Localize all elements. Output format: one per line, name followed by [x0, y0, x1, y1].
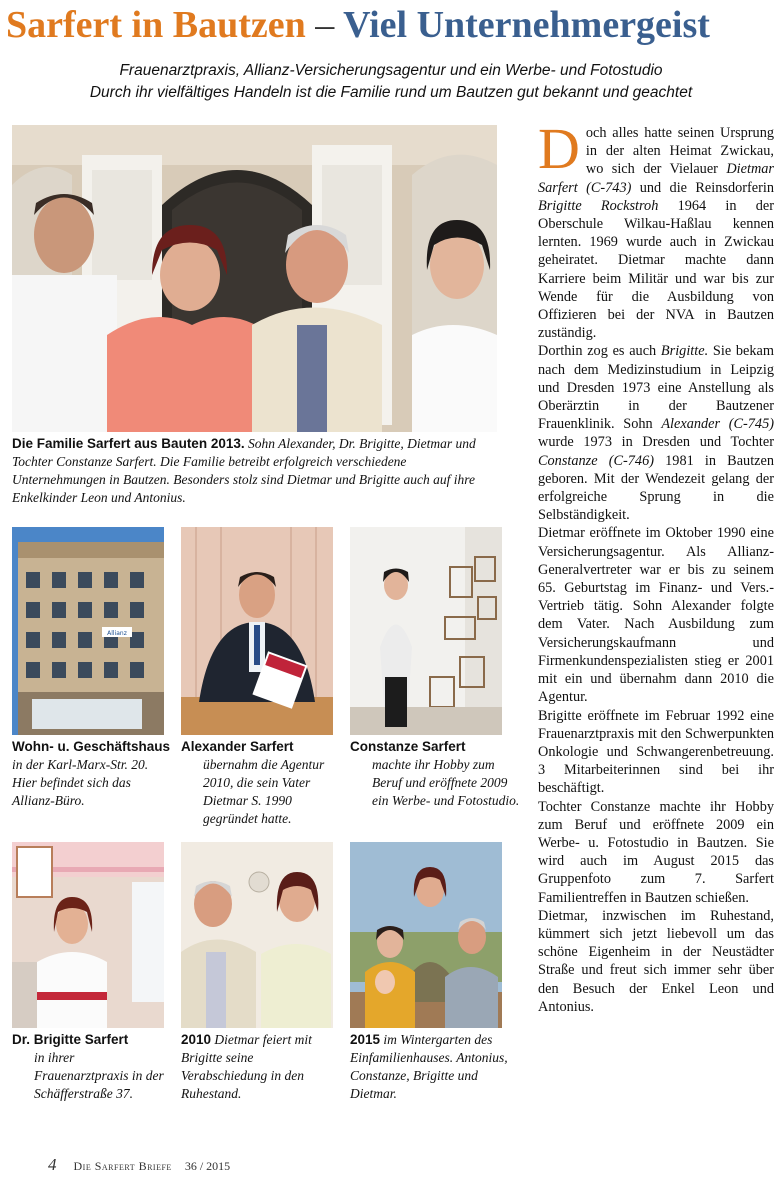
brigitte-illustration [12, 842, 164, 1028]
caption-wintergarden-text: im Wintergarten des Einfamilienhauses. Antonius, Constanze, Brigitte und Dietmar. [350, 1032, 508, 1101]
page-headline [6, 2, 782, 48]
main-family-photo [12, 125, 497, 432]
photo-constanze [350, 527, 502, 735]
article-paragraph-5: Tochter Constanze machte ihr Hobby zum Beruf und eröffnete 2009 ein Werbe- u. Fotostudio in Bautzen. Sie wird auch im August 2015 das Gruppenfoto zum 7. Sarfert Familientreffen in Bautzen schießen. [538, 798, 774, 906]
caption-wintergarden [350, 1031, 520, 1103]
caption-retirement [181, 1031, 341, 1103]
caption-building-bold: Wohn- u. Geschäftshaus [12, 739, 171, 754]
shop-sign-label: Allianz [107, 630, 127, 637]
article-p2-text-d: 1981 in Bautzen geboren. Mit der Wendezeit gelang der erfolgreiche Sprung in die Selbständigkeit. [538, 452, 775, 524]
article-dropcap: D [538, 116, 580, 181]
article-p1-name-dietmar: Dietmar Sarfert (C-743) [538, 161, 774, 196]
caption-building [12, 738, 172, 810]
article-p2-text-a: Dorthin zog es auch [538, 343, 661, 360]
main-photo-illustration [12, 125, 497, 432]
article-paragraph-2 [538, 342, 774, 524]
photo-wintergarden [350, 842, 502, 1028]
caption-alexander-bold: Alexander Sarfert [181, 739, 294, 754]
constanze-illustration [350, 527, 502, 735]
article-paragraph-6: Dietmar, inzwischen im Ruhestand, kümmert sich jetzt liebevoll um das schöne Eigenheim in der Neustädter Straße und freut sich immer sehr über den Besuch der Enkel Leon und Antonius. [538, 907, 774, 1015]
photo-brigitte [12, 842, 164, 1028]
building-illustration [12, 527, 164, 735]
caption-brigitte-text: in ihrer Frauenarztpraxis in der Schäfferstraße 37. [34, 1050, 164, 1101]
main-caption-bold: Die Familie Sarfert aus Bauten 2013. [12, 436, 245, 451]
article-paragraph-4: Brigitte eröffnete im Februar 1992 eine Frauenarztpraxis mit den Schwerpunkten Onkologie und Schwangerenbetreuung. 3 Mitarbeiterinnen sind bei ihr beschäftigt. [538, 707, 774, 797]
caption-retirement-text: Dietmar feiert mit Brigitte seine Verabschiedung in den Ruhestand. [181, 1032, 312, 1101]
caption-alexander [181, 738, 341, 828]
caption-wintergarden-bold: 2015 [350, 1032, 381, 1047]
article-p1-text-b: und die Reinsdorferin [631, 179, 774, 196]
caption-brigitte-bold: Dr. Brigitte Sarfert [12, 1032, 129, 1047]
photo-building [12, 527, 164, 735]
subheadline-line2: Durch ihr vielfältiges Handeln ist die Familie rund um Bautzen gut bekannt und geachtet [89, 84, 693, 101]
article-p2-text-b: Sie bekam nach dem Medizinstudium in Leipzig und Dresden 1973 eine Anstellung als Oberärztin in der Bautzener Frauenklinik. Sohn [538, 343, 774, 433]
page-number: 4 [48, 1155, 57, 1174]
subheadline [10, 60, 772, 104]
article-p1-text-c: 1964 in der Oberschule Wilkau-Haßlau kennen lernten. 1969 wurde auch in Zwickau geheiratet. Dietmar machte dann Karriere beim Militär und war bis zur Wende für die Ausbildung von Offizieren bei der NVA in Bautzen zuständig. [538, 197, 774, 342]
article-paragraph-1 [538, 116, 774, 342]
caption-constanze [350, 738, 520, 810]
caption-brigitte [12, 1031, 172, 1103]
headline-part2: Viel Unternehmergeist [343, 4, 710, 46]
wintergarden-illustration [350, 842, 502, 1028]
publication-name: Die Sarfert Briefe [73, 1159, 172, 1173]
issue-number: 36 / 2015 [184, 1159, 231, 1173]
caption-constanze-text: machte ihr Hobby zum Beruf und eröffnete 2009 ein Werbe- und Fotostudio. [372, 757, 520, 808]
retirement-illustration [181, 842, 333, 1028]
article-p1-text-a: och alles hatte seinen Ursprung in der alten Heimat Zwickau, wo sich der Vielauer [585, 125, 774, 178]
article-p2-text-c: wurde 1973 in Dresden und Tochter [538, 434, 774, 451]
article-p2-name-constanze: Constanze (C-746) [538, 452, 654, 469]
article-p2-name-brigitte: Brigitte. [660, 343, 709, 360]
headline-part1: Sarfert in Bautzen [6, 4, 306, 46]
article-p2-name-alexander: Alexander (C-745) [661, 416, 774, 433]
headline-dash: – [315, 4, 335, 46]
article-paragraph-3: Dietmar eröffnete im Oktober 1990 eine Versicherungsagentur. Als Allianz-Generalvertreter war er bis zu seinem 65. Geburtstag im Finanz- und Vers.-Vertrieb tätig. Sohn Alexander folgte dem Vater. Nach Ausbildung zum Versicherungskaufmann und Firmenkundenspezialisten stieg er 2001 mit ein und übernahm dann 2010 die Agentur. [538, 525, 774, 706]
main-caption-text: Sohn Alexander, Dr. Brigitte, Dietmar und Tochter Constanze Sarfert. Die Familie betreibt erfolgreich verschiedene Unternehmungen in Bautzen. Besonders stolz sind Dietmar und Brigitte auch auf ihre Enkelkinder Leon und Antonius. [12, 436, 476, 505]
photo-alexander [181, 527, 333, 735]
article-p1-name-brigitte: Brigitte Rockstroh [538, 197, 659, 214]
article-body [538, 116, 775, 1016]
main-photo-caption [12, 435, 497, 507]
caption-retirement-bold: 2010 [181, 1032, 212, 1047]
caption-building-text: in der Karl-Marx-Str. 20. Hier befindet sich das Allianz-Büro. [12, 757, 149, 808]
subheadline-line1: Frauenarztpraxis, Allianz-Versicherungsagentur und ein Werbe- und Fotostudio [119, 62, 663, 79]
page-footer [48, 1155, 230, 1175]
photo-retirement [181, 842, 333, 1028]
caption-alexander-text: übernahm die Agentur 2010, die sein Vater Dietmar S. 1990 gegründet hatte. [203, 757, 325, 826]
alexander-illustration [181, 527, 333, 735]
caption-constanze-bold: Constanze Sarfert [350, 739, 466, 754]
